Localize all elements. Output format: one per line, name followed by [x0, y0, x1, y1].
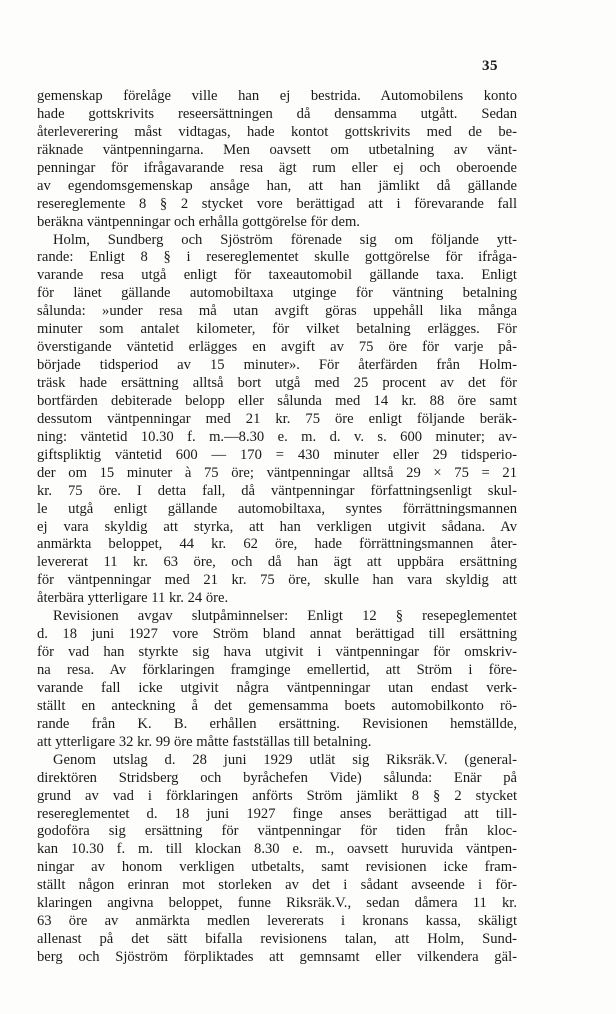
text-line: giftspliktig väntetid 600 — 170 = 430 minuter eller 29 tidsperio- [37, 446, 517, 463]
text-line: kr. 75 öre. I detta fall, då väntpenningar författningsenligt skul- [37, 482, 517, 499]
text-line: anmärkta beloppet, 44 kr. 62 öre, hade förrättningsmannen åter- [37, 536, 517, 553]
text-line: 63 öre av anmärkta medlen levererats i kronans kassa, skäligt [37, 913, 517, 930]
text-line: resereglemente 8 § 2 stycket vore berättigad att i förevarande fall [37, 195, 517, 212]
text-line: varande resa utgå enligt för taxeautomobil gällande taxa. Enligt [37, 267, 517, 284]
text-line: resereglementet d. 18 juni 1927 finge anses berättigad att till- [37, 805, 517, 822]
text-line: återleverering måst vidtagas, hade kontot gottskrivits med de be- [37, 123, 517, 140]
text-line: ej vara skyldig att styrka, att han verkligen utgivit sådana. Av [37, 518, 517, 535]
text-line: ningar av honom verkligen utbetalts, samt revisionen icke fram- [37, 859, 517, 876]
text-line: grund av vad i förklaringen anförts Ström jämlikt 8 § 2 stycket [37, 787, 517, 804]
text-line: hade gottskrivits reseersättningen då densamma utgått. Sedan [37, 105, 517, 122]
text-line: för länet gällande automobiltaxa utginge för väntning betalning [37, 285, 517, 302]
text-line: berg och Sjöström förpliktades att gemnsamt eller vilkendera gäl- [37, 949, 517, 965]
text-line: började tidsperiod av 15 minuter». För återfärden från Holm- [37, 357, 517, 374]
text-line: minuter som antalet kilometer, för vilket betalning erlägges. För [37, 321, 517, 338]
text-line: att ytterligare 32 kr. 99 öre måtte fastställas till betalning. [37, 733, 372, 750]
text-line: levererat 11 kr. 63 öre, och då han ägt att uppbära ersättning [37, 554, 517, 571]
text-line: allenast på det sätt bifalla revisionens talan, att Holm, Sund- [37, 931, 517, 948]
text-line: rande från K. B. erhållen ersättning. Revisionen hemställde, [37, 715, 517, 732]
text-line: beräkna väntpenningar och erhålla gottgörelse för dem. [37, 213, 360, 230]
page-number: 35 [482, 58, 498, 74]
text-line: Revisionen avgav slutpåminnelser: Enligt 12 § reseреglementet [53, 608, 517, 625]
text-line: penningar för ifrågavarande resa ägt rum eller ej och oberoende [37, 159, 517, 176]
text-line: Genom utslag d. 28 juni 1929 utlät sig Riksräk.V. (general- [53, 751, 517, 768]
text-line: na resa. Av förklaringen framginge emellertid, att Ström i före- [37, 662, 517, 678]
text-line: klaringen angivna beloppet, funne Riksräk.V., sedan dåmera 11 kr. [37, 895, 517, 912]
text-line: räknade väntpenningarna. Men oavsett om utbetalning av vänt- [37, 141, 517, 158]
text-line: återbära ytterligare 11 kr. 24 öre. [37, 590, 229, 607]
text-line: ställt någon erinran mot storleken av det i sådant avseende i för- [37, 877, 517, 894]
text-line: ning: väntetid 10.30 f. m.—8.30 e. m. d. v. s. 600 minuter; av- [37, 428, 517, 445]
text-line: der om 15 minuter à 75 öre; väntpenningar alltså 29 × 75 = 21 [37, 464, 517, 481]
text-line: varande fall icke utgivit några väntpenningar utan endast verk- [37, 679, 517, 696]
text-line: kan 10.30 f. m. till klockan 8.30 e. m., oavsett huruvida väntpen- [37, 841, 517, 858]
text-line: d. 18 juni 1927 vore Ström bland annat berättigad till ersättning [37, 626, 517, 643]
text-line: sålunda: »under resa må utan avgift göras uppehåll lika många [37, 303, 517, 320]
text-line: bortfärden debiterade belopp eller sålunda med 14 kr. 88 öre samt [37, 392, 517, 409]
text-line: rande: Enligt 8 § i resereglementet skulle gottgörelse för ifråga- [37, 249, 517, 266]
text-line: ställt en anteckning å det gemensamma boets automobilkonto rö- [37, 697, 517, 714]
text-line: gemenskap förelåge ville han ej bestrida. Automobilens konto [37, 88, 517, 104]
text-line: för vad han styrkte sig hava utgivit i väntpenningar för omskriv- [37, 644, 517, 661]
text-line: överstigande väntetid erlägges en avgift av 75 öre för varje på- [37, 339, 517, 356]
text-line: Holm, Sundberg och Sjöström förenade sig om följande ytt- [53, 231, 517, 248]
text-line: le utgå enligt gällande automobiltaxa, syntes förrättningsmannen [37, 500, 517, 517]
text-line: dessutom väntpenningar med 21 kr. 75 öre enligt följande beräk- [37, 410, 517, 427]
text-line: träsk hade ersättning alltså bort utgå med 25 procent av det för [37, 375, 517, 391]
text-line: för väntpenningar med 21 kr. 75 öre, skulle han vara skyldig att [37, 572, 517, 589]
text-line: godoföra sig ersättning för väntpenningar för tiden från kloc- [37, 823, 517, 840]
text-line: direktören Stridsberg och byråchefen Vide) sålunda: Enär på [37, 769, 517, 786]
body-text [37, 88, 517, 967]
text-line: av egendomsgemenskap ansåge han, att han jämlikt då gällande [37, 177, 517, 194]
